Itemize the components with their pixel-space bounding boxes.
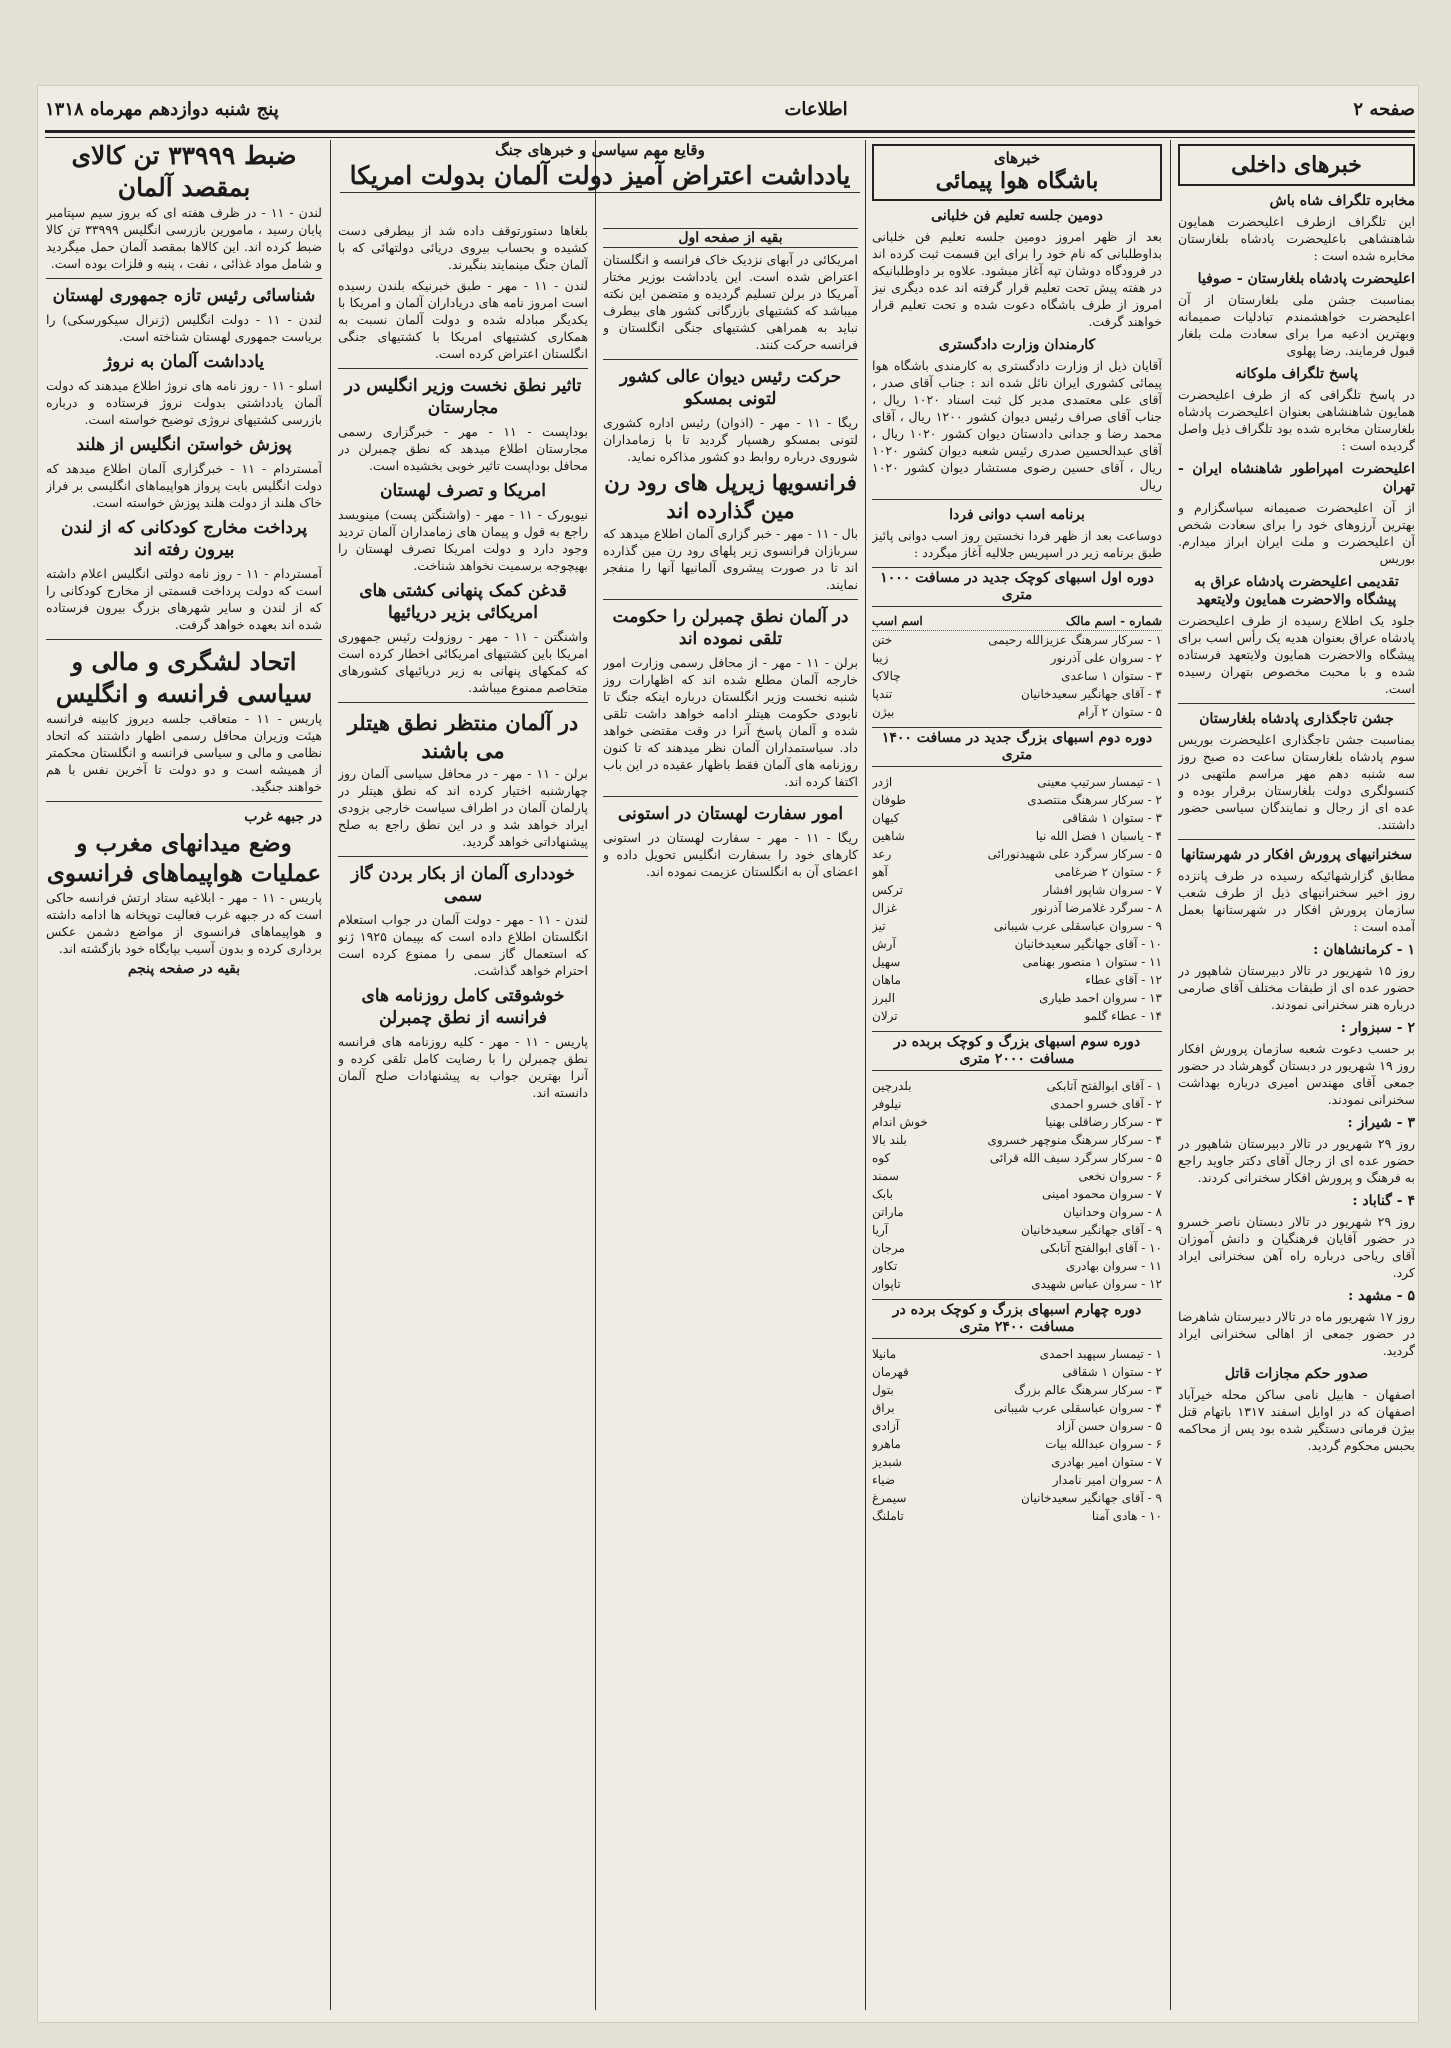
article-headline: خوشوقتی کامل روزنامه های فرانسه از نطق چمبرلن	[361, 986, 565, 1028]
race-title: دوره دوم اسبهای بزرگ جدید در مسافت ۱۴۰۰ متری	[872, 727, 1162, 767]
article-headline-large: در آلمان منتظر نطق هیتلر می باشند	[347, 710, 579, 763]
owner-name: ۳ - سرکار رضاقلی بهنیا	[1045, 1115, 1162, 1129]
column-divider	[595, 140, 596, 2010]
owner-name: ۹ - آقای جهانگیر سعیدخانیان	[1021, 1491, 1162, 1505]
race-entry	[872, 1077, 1162, 1095]
horse-name: اژدر	[872, 775, 893, 789]
race-entry	[872, 1185, 1162, 1203]
owner-name: ۴ - سروان عباسقلی عرب شیبانی	[993, 1401, 1162, 1415]
masthead	[45, 90, 1415, 128]
horse-name: ماراتن	[872, 1205, 904, 1219]
horse-name: ترکس	[872, 883, 903, 897]
column-domestic-news	[1178, 140, 1415, 2010]
race-entry	[872, 631, 1162, 649]
horse-name: چالاک	[872, 669, 901, 683]
race-entry	[872, 809, 1162, 827]
section-title-box	[872, 144, 1162, 201]
article-body: مطابق گزارشهائیکه رسیده در طرف پانزده روز اخیر سخنرانیهای ذیل از طرف شعب سازمان پرورش افکار در شهرستانها بعمل آمده است :	[1178, 868, 1415, 934]
horse-name: مانیلا	[872, 1347, 897, 1361]
article-headline-large: اتحاد لشگری و مالی و سیاسی فرانسه و انگلیس	[55, 647, 313, 708]
page-number: صفحه ۲	[1353, 98, 1415, 120]
article-headline: جشن تاجگذاری پادشاه بلغارستان	[1199, 711, 1394, 727]
race-table	[872, 773, 1162, 1025]
article-body: این تلگراف ازطرف اعلیحضرت همایون شاهنشاهی باعلیحضرت پادشاه بلغارستان مخابره شده است :	[1178, 214, 1415, 263]
article-body: آمستردام - ۱۱ - خبرگزاری آلمان اطلاع میدهد که دولت انگلیس بابت پرواز هواپیماهای انگلیسی بر فراز خاک هلند از دولت هلند پوزش خواسته است.	[46, 461, 322, 510]
race-entry	[872, 1095, 1162, 1113]
article-body: نیویورک - ۱۱ - مهر - (واشنگتن پست) مینویسد راجع به قول و پیمان های زمامداران آلمان تردید وجود دارد و دولت امریکا تصرف لهستان را بهیچوجه برسمیت نخواهد شناخت.	[338, 507, 588, 573]
article-body: اصفهان - هابیل نامی ساکن محله خیرآباد اصفهان که در اوایل اسفند ۱۳۱۷ باتهام قتل بیژن فرمانی دستگیر شده بود پس از محاکمه بحبس محکوم گردید.	[1178, 1387, 1415, 1453]
owner-name: ۹ - سروان عباسقلی عرب شیبانی	[993, 919, 1162, 933]
race-entry	[872, 649, 1162, 667]
owner-name: ۲ - سرکار سرهنگ منتصدی	[1027, 793, 1162, 807]
continued-notice: بقیه در صفحه پنجم	[127, 961, 241, 977]
owner-name: ۳ - ستوان ۱ شقاقی	[1062, 811, 1162, 825]
owner-name: ۳ - ستوان ۱ ساعدی	[1061, 669, 1162, 683]
article-headline: تقدیمی اعلیحضرت پادشاه عراق به پیشگاه والاحضرت همایون ولایتعهد	[1194, 574, 1399, 608]
race-entry	[872, 863, 1162, 881]
article-body: واشنگتن - ۱۱ - مهر - روزولت رئیس جمهوری امریکا باین کشتیهای امریکائی اخطار کرده است که کمکهای پنهانی به زیر دریائیهای کشورهای متخاصم ممنوع میباشد.	[338, 629, 588, 695]
horse-name: بابک	[872, 1187, 894, 1201]
horse-name: آرش	[872, 937, 896, 951]
race-entry	[872, 1489, 1162, 1507]
horse-name: شاهین	[872, 829, 905, 843]
article-body: روز ۱۵ شهریور در تالار دبیرستان شاهپور در حضور عده ای از طبقات مختلف آقای صارمی درباره هنر سخنرانی نمودند.	[1178, 963, 1415, 1012]
owner-name: ۱۰ - آقای جهانگیر سعیدخانیان	[1014, 937, 1162, 951]
article-headline: بقیه از صفحه اول	[603, 228, 858, 248]
race-entry	[872, 1471, 1162, 1489]
column-world-news-b	[338, 222, 588, 2010]
owner-name: ۱۲ - سروان عباس شهیدی	[1031, 1277, 1162, 1291]
article-headline: کارمندان وزارت دادگستری	[938, 337, 1096, 353]
horse-name: ضیاء	[872, 1473, 896, 1487]
article-body: لندن - ۱۱ - مهر - دولت آلمان در جواب استعلام انگلستان اطلاع داده است که بپیمان ۱۹۲۵ ژنو که استعمال گاز سمی را ممنوع کرده است احترام خواهد گذاشت.	[338, 912, 588, 978]
horse-name: تیز	[872, 919, 886, 933]
horse-name: نیلوفر	[872, 1097, 902, 1111]
race-entry	[872, 791, 1162, 809]
horse-name: کوه	[872, 1151, 891, 1165]
article-body: آمستردام - ۱۱ - روز نامه دولتی انگلیس اعلام داشته است که دولت پرداخت قسمتی از مخارج کودکانی را که از لندن و سایر شهرهای بزرگ بیرون فرستاده شده اند بعهده خواهد گرفت.	[46, 566, 322, 632]
race-entry	[872, 1167, 1162, 1185]
horse-name: قهرمان	[872, 1365, 909, 1379]
owner-name: ۸ - سروان امیر نامدار	[1052, 1473, 1162, 1487]
owner-name: ۵ - ستوان ۲ آرام	[1077, 705, 1162, 719]
race-entry	[872, 685, 1162, 703]
owner-name: ۷ - سروان شاپور افشار	[1043, 883, 1162, 897]
race-entry	[872, 1417, 1162, 1435]
race-title: دوره چهارم اسبهای بزرگ و کوچک برده در مسافت ۲۴۰۰ متری	[872, 1299, 1162, 1339]
horse-name: بتول	[872, 1383, 894, 1397]
article-subhead: ۴ - گناباد :	[1352, 1193, 1415, 1209]
race-entry	[872, 1363, 1162, 1381]
article-headline: اعلیحضرت امپراطور شاهنشاه ایران - تهران	[1178, 461, 1415, 495]
race-entry	[872, 953, 1162, 971]
owner-name: ۲ - ستوان ۱ شقاقی	[1062, 1365, 1162, 1379]
article-headline: پرداخت مخارج کودکانی که از لندن بیرون رفته اند	[60, 518, 308, 560]
owner-name: ۱۰ - آقای ابوالفتح آتابکی	[1040, 1241, 1162, 1255]
owner-name: ۴ - آقای جهانگیر سعیدخانیان	[1021, 687, 1162, 701]
race-entry	[872, 935, 1162, 953]
race-entry	[872, 827, 1162, 845]
horse-name: بلدرچین	[872, 1079, 912, 1093]
column-aviation-club	[872, 140, 1162, 2010]
owner-name: ۱ - آقای ابوالفتح آتابکی	[1046, 1079, 1162, 1093]
race-entry	[872, 1203, 1162, 1221]
article-body: پاریس - ۱۱ - مهر - ابلاغیه ستاد ارتش فرانسه حاکی است که در جبهه غرب فعالیت توپخانه ها ادامه داشته و هواپیماهای فرانسوی از مواضع دشمن عکس برداری کرده و بدون آسیب بپایگاه خود بازگشته اند.	[46, 890, 322, 956]
article-headline: مخابره تلگراف شاه باش	[1269, 193, 1415, 209]
column-header: اسم اسب	[872, 614, 923, 628]
article-headline-large: فرانسویها زیرپل های رود رن مین گذارده اند	[604, 470, 857, 523]
article-headline: تاثیر نطق نخست وزیر انگلیس در مجارستان	[344, 376, 582, 418]
article-body: لندن - ۱۱ - در ظرف هفته ای که بروز سیم سپتامبر پایان رسید ، مامورین بازرسی انگلیس ۳۳۹۹۹ تن کالا ضبط کرده اند. این کالاها بمقصد آلمان حمل میگردید و شامل مواد غذائی ، نفت ، پنبه و فلزات بوده است.	[46, 205, 322, 271]
race-entry	[872, 971, 1162, 989]
owner-name: ۲ - سروان علی آذرنور	[1050, 651, 1162, 665]
race-entry	[872, 1239, 1162, 1257]
owner-name: ۸ - سرگرد غلامرضا آذرنور	[1031, 901, 1162, 915]
horse-name: سمند	[872, 1169, 899, 1183]
article-body: روز ۲۹ شهریور در تالار دبستان ناصر خسرو در حضور آقایان فرهنگیان و دانش آموزان آقای ریاحی درباره راه آهن سخنرانی ایراد کرد.	[1178, 1214, 1415, 1280]
horse-name: ختن	[872, 633, 893, 647]
article-headline-large: ضبط ۳۳۹۹۹ تن کالای بمقصد آلمان	[71, 141, 297, 202]
column-divider	[865, 140, 866, 2010]
owner-name: ۵ - سروان حسن آزاد	[1056, 1419, 1162, 1433]
race-entry	[872, 1221, 1162, 1239]
article-headline: امریکا و تصرف لهستان	[380, 481, 546, 501]
owner-name: ۱ - تیمسار سرتیپ معینی	[1037, 775, 1162, 789]
race-table	[872, 631, 1162, 721]
column-header: شماره - اسم مالک	[1065, 614, 1162, 628]
horse-name: زیبا	[872, 651, 889, 665]
owner-name: ۵ - سرکار سرگرد علی شهیدنورائی	[987, 847, 1162, 861]
banner-headline: یادداشت اعتراض آمیز دولت آلمان بدولت امریکا	[349, 161, 851, 190]
race-entry	[872, 1113, 1162, 1131]
article-body: برلن - ۱۱ - مهر - در محافل سیاسی آلمان روز چهارشنبه اختیار کرده اند که نطق هیتلر در پارلمان آلمان در اطراف سیاست خارجی بزودی ایراد خواهد شد و در این نطق راجع به صلح پیشنهاداتی خواهد گردید.	[338, 766, 588, 849]
section-label: در جبهه غرب	[244, 809, 322, 825]
owner-name: ۶ - سروان عبدالله بیات	[1045, 1437, 1162, 1451]
race-entry	[872, 667, 1162, 685]
newspaper-name: اطلاعات	[784, 98, 848, 120]
article-body: بوداپست - ۱۱ - مهر - خبرگزاری رسمی مجارستان اطلاع میدهد که نطق چمبرلن در محافل بوداپست تاثیر خوبی بخشیده است.	[338, 424, 588, 473]
race-entry	[872, 1131, 1162, 1149]
article-headline: پاسخ تلگراف ملوکانه	[1235, 366, 1358, 382]
horse-name: تاپوان	[872, 1277, 901, 1291]
horse-name: رعد	[872, 847, 892, 861]
owner-name: ۸ - سروان وحدانیان	[1063, 1205, 1162, 1219]
article-body: لندن - ۱۱ - دولت انگلیس (ژنرال سیکورسکی) را بریاست جمهوری لهستان شناخته است.	[46, 312, 322, 344]
section-kicker: خبرهای	[993, 149, 1041, 167]
race-entry	[872, 1257, 1162, 1275]
horse-name: البرز	[872, 991, 896, 1005]
article-headline: برنامه اسب دوانی فردا	[949, 507, 1085, 523]
column-world-news-c	[46, 140, 322, 2010]
horse-name: شبدیز	[872, 1455, 902, 1469]
race-title: دوره اول اسبهای کوچک جدید در مسافت ۱۰۰۰ متری	[872, 567, 1162, 607]
owner-name: ۷ - ستوان امیر بهادری	[1051, 1455, 1162, 1469]
owner-name: ۲ - آقای خسرو احمدی	[1050, 1097, 1162, 1111]
horse-name: آریا	[872, 1223, 889, 1237]
column-divider	[1170, 140, 1171, 2010]
lead-story-banner	[340, 140, 860, 193]
article-body: بمناسبت جشن تاجگذاری اعلیحضرت بوریس سوم پادشاه بلغارستان ساعت ده صبح روز سه شنبه دهم مهر مراسم ملتهبی در کنسولگری دولت بلغارستان برقرار بوده و عده ای از رجال و نمایندگان سیاسی حضور داشتند.	[1178, 732, 1415, 832]
owner-name: ۴ - یاسبان ۱ فضل الله نیا	[1035, 829, 1162, 843]
owner-name: ۵ - سرکار سرگرد سیف الله قرائی	[989, 1151, 1162, 1165]
article-body: بلغاها دستورتوقف داده شد از بیطرفی دست کشیده و بحساب بیروی دریائی دولتهائی که با آلمان جنگ مینمایند بنگیرند.	[338, 223, 588, 272]
owner-name: ۱۳ - سروان احمد طیاری	[1039, 991, 1162, 1005]
race-entry	[872, 1453, 1162, 1471]
article-body: در پاسخ تلگرافی که از طرف اعلیحضرت همایون شاهنشاهی بعنوان اعلیحضرت پادشاه بلغارستان مخابره شده بود تلگراف ذیل واصل گردیده است :	[1178, 387, 1415, 453]
article-body: آقایان ذیل از وزارت دادگستری به کارمندی باشگاه هوا پیمائی کشوری ایران نائل شده اند : جناب آقای صدر ، آقای علی معتمدی مدیر کل ثبت اسناد ۱۰۲۰ ریال ، جناب آقای صراف رئیس دیوان کشور ۱۲۰۰ ریال ، آقای محمد رضا و جدانی دادستان دیوان کشور ۱۰۲۰ ریال ، آقای عبدالحسین صدری رئیس شعبه دیوان کشور ۱۰۲۰ ریال ، آقای حسین رضوی مستشار دیوان کشور ۱۰۲۰ ریال	[872, 358, 1162, 492]
horse-name: بلند بالا	[872, 1133, 907, 1147]
owner-name: ۴ - سرکار سرهنگ منوچهر خسروی	[987, 1133, 1162, 1147]
article-subhead: ۵ - مشهد :	[1348, 1288, 1415, 1304]
article-headline: اعلیحضرت پادشاه بلغارستان - صوفیا	[1197, 271, 1415, 287]
article-body: بعد از ظهر امروز دومین جلسه تعلیم فن خلبانی بداوطلبانی که نام خود را برای این قسمت ثبت کرده اند در فرودگاه دوشان تپه آغاز میشود. علاوه بر داوطلبانیکه در هفته پیش تحت تعلیم قرار گرفته اند عده دیگری نیز امروز از طرف باشگاه دعوت شده و تحت تعلیم قرار خواهند گرفت.	[872, 229, 1162, 329]
horse-name: آزادی	[872, 1419, 900, 1433]
banner-kicker: وقایع مهم سیاسی و خبرهای جنگ	[495, 141, 705, 159]
race-entry	[872, 703, 1162, 721]
section-title: خبرهای داخلی	[1178, 144, 1415, 186]
owner-name: ۶ - ستوان ۲ ضرغامی	[1054, 865, 1162, 879]
horse-name: براق	[872, 1401, 895, 1415]
article-headline: شناسائی رئیس تازه جمهوری لهستان	[52, 286, 316, 306]
article-headline: سخنرانیهای پرورش افکار در شهرستانها	[1180, 847, 1413, 863]
owner-name: ۱۱ - سروان بهادری	[1065, 1259, 1162, 1273]
article-headline: در آلمان نطق چمبرلن را حکومت تلقی نموده اند	[612, 607, 849, 649]
issue-date: پنج شنبه دوازدهم مهرماه ۱۳۱۸	[45, 98, 279, 120]
horse-name: تاملنگ	[872, 1509, 904, 1523]
owner-name: ۱ - سرکار سرهنگ عزیزالله رحیمی	[988, 633, 1162, 647]
race-entry	[872, 1399, 1162, 1417]
race-entry	[872, 1507, 1162, 1525]
article-body: بال - ۱۱ - مهر - خبر گزاری آلمان اطلاع میدهد که سربازان فرانسوی زیر پلهای رود رن مین گذارده اند تا در صورت پیشروی آلمانیها آنها را منفجر نمایند.	[603, 526, 858, 592]
article-body: ریگا - ۱۱ - مهر - سفارت لهستان در استونی کارهای خود را بسفارت انگلیس تحویل داده و اعضای آن به انگلستان عزیمت نموده اند.	[603, 830, 858, 879]
race-table	[872, 1077, 1162, 1293]
horse-name: ترلان	[872, 1009, 898, 1023]
horse-name: تندپا	[872, 687, 893, 701]
race-entry	[872, 899, 1162, 917]
article-headline: امور سفارت لهستان در استونی	[617, 804, 844, 824]
article-body: بمناسبت جشن ملی بلغارستان از آن اعلیحضرت خواهشمندم تبادلیات صمیمانه وبهترین ادعیه مرا برای سعادت ملت بلغار قبول فرمایند. رضا پهلوی	[1178, 292, 1415, 358]
horse-name: آهو	[872, 865, 888, 879]
owner-name: ۹ - آقای جهانگیر سعیدخانیان	[1021, 1223, 1162, 1237]
owner-name: ۷ - سروان محمود امینی	[1041, 1187, 1162, 1201]
race-entry	[872, 1435, 1162, 1453]
article-headline: خودداری آلمان از بکار بردن گاز سمی	[351, 864, 575, 906]
owner-name: ۱۰ - هادی آمنا	[1091, 1509, 1162, 1523]
column-world-news-a	[603, 222, 858, 2010]
horse-name: کیهان	[872, 811, 900, 825]
article-body: ریگا - ۱۱ - مهر - (اذوان) رئیس اداره کشوری لتونی بمسکو رهسپار گردید تا با زمامداران شوروی درباره روابط دو کشور مذاکره نماید.	[603, 415, 858, 464]
horse-name: طوفان	[872, 793, 906, 807]
article-headline: صدور حکم مجازات قاتل	[1224, 1366, 1369, 1382]
horse-name: تکاور	[872, 1259, 898, 1273]
article-headline: پوزش خواستن انگلیس از هلند	[76, 435, 292, 455]
article-headline: یادداشت آلمان به نروژ	[103, 352, 265, 372]
article-body: جلود یک اطلاع رسیده از طرف اعلیحضرت پادشاه عراق بعنوان هدیه یک رأس اسب برای پیشگاه والاحضرت همایون ولایتعهد فرستاده شده و با محبت مخصوص بتهران رسیده است.	[1178, 613, 1415, 696]
race-entry	[872, 989, 1162, 1007]
article-body: امریکائی در آبهای نزدیک خاک فرانسه و انگلستان اعتراض شده است. این یادداشت بوزیر مختار آمریکا در برلن تسلیم گردیده و متضمن این نکته میباشد که کشتیهای بازرگانی کشور های بیطرف نباید به همراهی کشتیهای جنگی انگلستان و فرانسه حرکت کنند.	[603, 252, 858, 352]
article-body: دوساعت بعد از ظهر فردا نخستین روز اسب دوانی پائیز طبق برنامه زیر در اسپریس جلالیه آغاز میگردد :	[872, 528, 1162, 560]
article-body: روز ۲۹ شهریور در تالار دبیرستان شاهپور در حضور عده ای از رجال آقای دکتر جاوید راجع به فرهنگ و پرورش افکار سخنرانی کردند.	[1178, 1136, 1415, 1185]
race-entry	[872, 773, 1162, 791]
horse-name: خوش اندام	[872, 1115, 928, 1129]
race-entry	[872, 1149, 1162, 1167]
owner-name: ۶ - سروان نخعی	[1078, 1169, 1162, 1183]
horse-name: سهیل	[872, 955, 901, 969]
article-body: بر حسب دعوت شعبه سازمان پرورش افکار روز ۱۹ شهریور در دبستان گوهرشاد در حضور جمعی آقای مهندس امیری درباره بهداشت سخنرانی نمودند.	[1178, 1041, 1415, 1107]
horse-name: ماهرو	[872, 1437, 901, 1451]
race-entry	[872, 1381, 1162, 1399]
race-entry	[872, 845, 1162, 863]
horse-name: مرجان	[872, 1241, 905, 1255]
column-divider	[330, 140, 331, 2010]
owner-name: ۱۱ - ستوان ۱ منصور بهنامی	[1022, 955, 1162, 969]
race-entry	[872, 881, 1162, 899]
article-headline: قدغن کمک پنهانی کشتی های امریکائی بزیر دریائیها	[359, 581, 567, 623]
owner-name: ۱۴ - عطاء گلمو	[1084, 1009, 1162, 1023]
article-subhead: ۱ - کرمانشاهان :	[1313, 942, 1415, 958]
race-entry	[872, 1345, 1162, 1363]
article-subhead: ۲ - سبزوار :	[1340, 1020, 1415, 1036]
article-body: برلن - ۱۱ - مهر - از محافل رسمی وزارت امور خارجه آلمان مطلع شده اند که اظهارات روز شنبه نخست وزیر انگلستان درباره اینکه جنگ تا نابودی حکومت هیتلر ادامه خواهد داشت تلقی شده و آلمان پاسخ آنرا در وقت مقتضی خواهد داد. سیاستمداران آلمان نظر میدهند که تا کنون روزنامه های آلمان فقط باظهار عقیده در این باب اکتفا کرده اند.	[603, 655, 858, 789]
masthead-rule	[45, 130, 1415, 138]
horse-name: سیمرغ	[872, 1491, 907, 1505]
article-body: روز ۱۷ شهریور ماه در تالار دبیرستان شاهرضا در حضور جمعی از اهالی سخنرانی ایراد گردید.	[1178, 1309, 1415, 1358]
horse-name: بیژن	[872, 705, 895, 719]
article-body: لندن - ۱۱ - مهر - طبق خبرنیکه بلندن رسیده است امروز نامه های دریاداران آلمان و امریکا با یکدیگر مبادله شده و دولت آلمان نسبت به همکاری کشتیهای امریکا با کشتیهای جنگی انگلستان اعتراض کرده است.	[338, 278, 588, 361]
race-entry	[872, 1275, 1162, 1293]
article-body: از آن اعلیحضرت صمیمانه سپاسگزارم و بهترین آرزوهای خود را برای سعادت شخص آن اعلیحضرت و ملت ایران ابراز میدارم. بوریس	[1178, 500, 1415, 566]
race-title: دوره سوم اسبهای بزرگ و کوچک بربده در مسافت ۲۰۰۰ متری	[872, 1031, 1162, 1071]
article-headline: حرکت رئیس دیوان عالی کشور لتونی بمسکو	[619, 367, 842, 409]
race-table-header	[872, 613, 1162, 631]
owner-name: ۱ - تیمسار سپهبد احمدی	[1039, 1347, 1162, 1361]
article-body: پاریس - ۱۱ - متعاقب جلسه دیروز کابینه فرانسه هیئت وزیران محافل رسمی اظهار داشتند که اتحاد نظامی و مالی و سیاسی فرانسه و انگلستان محکمتر از همیشه است و دو دولت تا آخرین نفس با هم خواهند جنگید.	[46, 711, 322, 794]
horse-name: غزال	[872, 901, 897, 915]
article-headline: دومین جلسه تعلیم فن خلبانی	[931, 208, 1103, 224]
article-subhead: ۳ - شیراز :	[1347, 1115, 1415, 1131]
article-body: اسلو - ۱۱ - روز نامه های نروژ اطلاع میدهند که دولت آلمان یادداشتی بدولت نروژ فرستاده و درباره بازرسی کشتیهای نروژی توضیح خواسته است.	[46, 378, 322, 427]
horse-name: ماهان	[872, 973, 901, 987]
owner-name: ۳ - سرکار سرهنگ عالم بزرگ	[1014, 1383, 1162, 1397]
article-body: پاریس - ۱۱ - مهر - کلیه روزنامه های فرانسه نطق چمبرلن را با رضایت کامل تلقی کرده و آنرا بهترین جواب به پیشنهادات صلح آلمان دانسته اند.	[338, 1034, 588, 1100]
race-table	[872, 1345, 1162, 1525]
article-headline-large: وضع میدانهای مغرب و عملیات هواپیماهای فرانسوی	[46, 830, 322, 887]
race-entry	[872, 917, 1162, 935]
race-entry	[872, 1007, 1162, 1025]
owner-name: ۱۲ - آقای عطاء	[1085, 973, 1162, 987]
section-title: باشگاه هوا پیمائی	[935, 168, 1099, 194]
